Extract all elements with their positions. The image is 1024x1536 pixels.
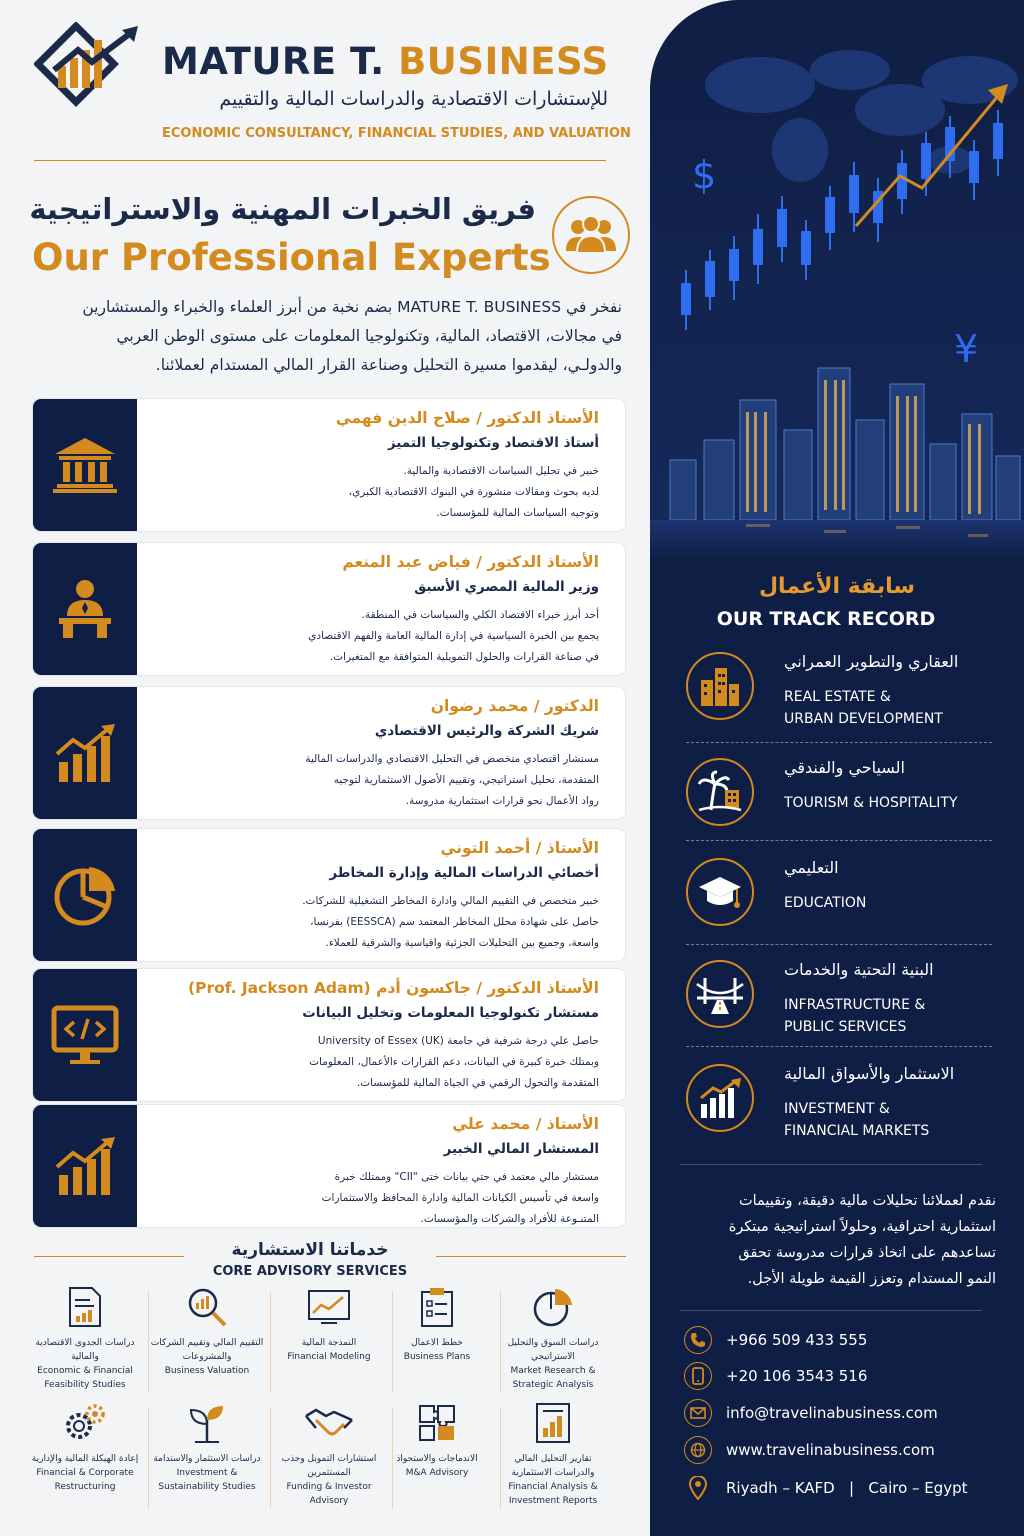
expert-role: أستاذ الاقتصاد وتكنولوجيا التميز bbox=[387, 435, 599, 451]
contact-phone-1[interactable]: +966 509 433 555 bbox=[684, 1326, 1004, 1356]
bar-chart-icon bbox=[697, 1078, 743, 1118]
handshake-icon bbox=[304, 1406, 354, 1440]
brand-tagline-ar: للإستشارات الاقتصادية والدراسات المالية والتقييم bbox=[219, 88, 608, 110]
phone-icon bbox=[690, 1332, 706, 1348]
expert-desc: واسعة في تأسيس الكيانات المالية وادارة المحافظ والاستثمارات bbox=[321, 1192, 599, 1204]
expert-desc: أحد أبرز خبراء الاقتصاد الكلي والسياسات في المنطقة. bbox=[361, 609, 599, 621]
expert-role: وزير المالية المصري الأسبق bbox=[414, 579, 599, 595]
expert-card bbox=[32, 398, 626, 532]
service-item: دراسات الاستثمار والاستدامة Investment & Sustainability Studies bbox=[148, 1400, 266, 1494]
expert-name: الأستاذ الدكتور / جاكسون أدم (Prof. Jackson Adam) bbox=[187, 979, 599, 997]
service-item: خطط الاعمال Business Plans bbox=[378, 1284, 496, 1364]
pie-chart-icon bbox=[53, 863, 117, 927]
puzzle-icon bbox=[416, 1402, 458, 1444]
service-item: النمذجة المالية Financial Modeling bbox=[270, 1284, 388, 1364]
expert-desc: رواد الأعمال نحو قرارات استثمارية مدروسة. bbox=[405, 795, 599, 807]
expert-desc: خبير متخصص في التقييم المالي وادارة المخاطر التشغيلية للشركات. bbox=[302, 895, 599, 907]
service-item: إعادة الهيكلة المالية والإدارية Financial & Corporate Restructuring bbox=[26, 1400, 144, 1494]
track-record-item: السياحي والفندقي TOURISM & HOSPITALITY bbox=[686, 752, 1016, 848]
expert-role: المستشار المالي الخبير bbox=[443, 1141, 599, 1157]
expert-desc: لديه بحوث ومقالات منشورة في البنوك الاقتصادية الكبري، bbox=[348, 486, 599, 498]
team-icon bbox=[552, 196, 630, 274]
expert-role: شريك الشركة والرئيس الاقتصادي bbox=[374, 723, 599, 739]
buildings-icon bbox=[697, 666, 743, 706]
expert-name: الأستاذ الدكتور / صلاح الدين فهمي bbox=[335, 409, 599, 427]
line-chart-icon bbox=[307, 1289, 351, 1325]
magnifier-chart-icon bbox=[186, 1286, 228, 1328]
expert-desc: وبمتلك خبرة كبيرة في البيانات، دعم القرارات ءالأعمال، المعلومات bbox=[309, 1056, 599, 1068]
document-chart-icon bbox=[68, 1286, 102, 1328]
service-item: الاندماجات والاستحواذ M&A Advisory bbox=[378, 1400, 496, 1480]
expert-role: أخصائي الدراسات المالية وإدارة المخاطر bbox=[329, 865, 599, 881]
services-title-ar: خدماتنا الاستشارية bbox=[231, 1240, 389, 1260]
plant-icon bbox=[187, 1402, 227, 1444]
contact-website[interactable]: www.travelinabusiness.com bbox=[684, 1436, 1004, 1466]
track-record-item: الاستثمار والأسواق المالية INVESTMENT & FINANCIAL MARKETS bbox=[686, 1058, 1016, 1154]
expert-desc: يجمع بين الخبرة السياسية في إدارة المالية العامة والفهم الاقتصادي bbox=[308, 630, 599, 642]
globe-icon bbox=[690, 1442, 706, 1458]
track-record-item: العقاري والتطوير العمراني REAL ESTATE & URBAN DEVELOPMENT bbox=[686, 646, 1016, 742]
contact-email[interactable]: info@travelinabusiness.com bbox=[684, 1399, 1004, 1429]
expert-card bbox=[32, 542, 626, 676]
expert-desc: المتقدمة، تحليل استراتيجي، وتقييم الأصول الاستثمارية لتوجيه bbox=[333, 774, 599, 786]
expert-desc: مستشار مالي معتمد في جتي بيانات ختى "CII" وممتلك خبرة bbox=[334, 1171, 599, 1183]
hero-image bbox=[650, 0, 1024, 560]
expert-desc: خبير في تحليل السياسات الاقتصادية والمالية. bbox=[403, 465, 599, 477]
pie-chart-icon bbox=[532, 1286, 574, 1328]
track-record-item: البنية التحتية والخدمات INFRASTRUCTURE & PUBLIC SERVICES bbox=[686, 954, 1016, 1050]
growth-chart-icon bbox=[53, 1135, 117, 1197]
email-icon bbox=[690, 1407, 706, 1419]
service-item: تقارير التحليل المالي والدراسات الاستثمارية Financial Analysis & Investment Reports bbox=[494, 1400, 612, 1508]
dollar-icon: $ bbox=[692, 153, 717, 197]
expert-role: مستشار تكنولوجيا المعلومات وتخليل البيانات bbox=[302, 1005, 599, 1021]
bank-icon bbox=[53, 436, 117, 494]
expert-name: الدكتور / محمد رضوان bbox=[430, 697, 599, 715]
mobile-icon bbox=[692, 1367, 704, 1385]
graduation-cap-icon bbox=[697, 873, 743, 911]
service-item: التقييم المالي وتقييم الشركات والمشروعات Business Valuation bbox=[148, 1284, 266, 1378]
expert-card bbox=[32, 1104, 626, 1228]
track-record-title-en: OUR TRACK RECORD bbox=[716, 608, 936, 630]
expert-name: الأستاذ الدكتور / فياض عبد المنعم bbox=[342, 553, 599, 571]
expert-desc: في صناعة القرارات والحلول التمويلية المتوافقة مع المتغيرات. bbox=[329, 651, 599, 663]
team-title-en: Our Professional Experts bbox=[32, 236, 551, 279]
closing-statement: نقدم لعملائنا تحليلات مالية دقيقة، وتقييمات استثمارية احترافية، وحلولاً استراتيجية مبتكرة تساعدهم على اتخاذ قرارات مدروسة تحقق النمو المستدام وتعزز القيمة طويلة الأجل. bbox=[728, 1193, 996, 1287]
expert-desc: واسعة، وجميع بين التحليلات الجزئية واقياسية والشرقية للعملاء. bbox=[325, 937, 599, 949]
expert-desc: حاصل علي درجة شرفية في جامعة (University of Essex (UK bbox=[317, 1035, 599, 1047]
service-item: دراسات الجدوى الاقتصادية والمالية Economic & Financial Feasibility Studies bbox=[26, 1284, 144, 1392]
person-desk-icon bbox=[57, 578, 113, 640]
expert-name: الأستاذ / أحمد التوني bbox=[440, 839, 599, 857]
code-monitor-icon bbox=[50, 1004, 120, 1066]
expert-card bbox=[32, 686, 626, 820]
expert-desc: حاصل على شهادة محلل المخاطر المعتمد سم (EESSCA) بفرنسا، bbox=[310, 916, 599, 928]
brand-tagline-en: ECONOMIC CONSULTANCY, FINANCIAL STUDIES, AND VALUATION bbox=[162, 126, 631, 141]
services-title-en: CORE ADVISORY SERVICES bbox=[212, 1264, 408, 1279]
header-divider bbox=[34, 160, 606, 161]
expert-card bbox=[32, 828, 626, 962]
clipboard-icon bbox=[420, 1286, 454, 1328]
track-record-item: التعليمي EDUCATION bbox=[686, 852, 1016, 948]
expert-desc: المتنـوعة للأفراد والشركات والمؤسسات. bbox=[420, 1213, 599, 1225]
service-item: دراسات السوق والتحليل الاستراتيجي Market Research & Strategic Analysis bbox=[494, 1284, 612, 1392]
expert-desc: وتوجيه السياسات المالية للمؤسسات. bbox=[436, 507, 599, 519]
team-title-ar: فريق الخبرات المهنية والاستراتيجية bbox=[29, 192, 536, 226]
contact-phone-2[interactable]: +20 106 3543 516 bbox=[684, 1362, 1004, 1392]
side-panel bbox=[650, 0, 1024, 1536]
growth-chart-icon bbox=[53, 722, 117, 784]
company-logo bbox=[34, 22, 146, 122]
palm-tree-icon bbox=[697, 770, 743, 814]
gears-icon bbox=[63, 1402, 107, 1444]
expert-desc: مستشار اقتصادي متخصص في التحليل الاقتصادي والدراسات المالية bbox=[305, 753, 599, 765]
report-icon bbox=[535, 1402, 571, 1444]
contact-location: Riyadh – KAFD | Cairo – Egypt bbox=[684, 1474, 1004, 1504]
expert-desc: المتقدمة والتحول الرقمي في الجياة المالية للمؤسسات. bbox=[356, 1077, 599, 1089]
expert-name: الأستاذ / محمد علي bbox=[452, 1115, 599, 1133]
service-item: استشارات التمويل وجذب المستثمرين Funding & Investor Advisory bbox=[270, 1400, 388, 1508]
bridge-icon bbox=[695, 974, 745, 1014]
location-pin-icon bbox=[689, 1476, 707, 1500]
team-intro: نفخر في MATURE T. BUSINESS بضم نخبة من أبرز العلماء والخبراء والمستشارين في مجالات، الاقتصاد، المالية، وتكنولوجيا المعلومات على مستوى الوطن العربي والدولـي، ليقدموا مسيرة التحليل وصناعة القرار المالي المستدام لعملائنا. bbox=[82, 298, 622, 374]
track-record-title-ar: سابقة الأعمال bbox=[758, 574, 916, 599]
brand-name: MATURE T. BUSINESS bbox=[162, 40, 609, 83]
yen-icon: ¥ bbox=[954, 327, 979, 371]
expert-card bbox=[32, 968, 626, 1102]
